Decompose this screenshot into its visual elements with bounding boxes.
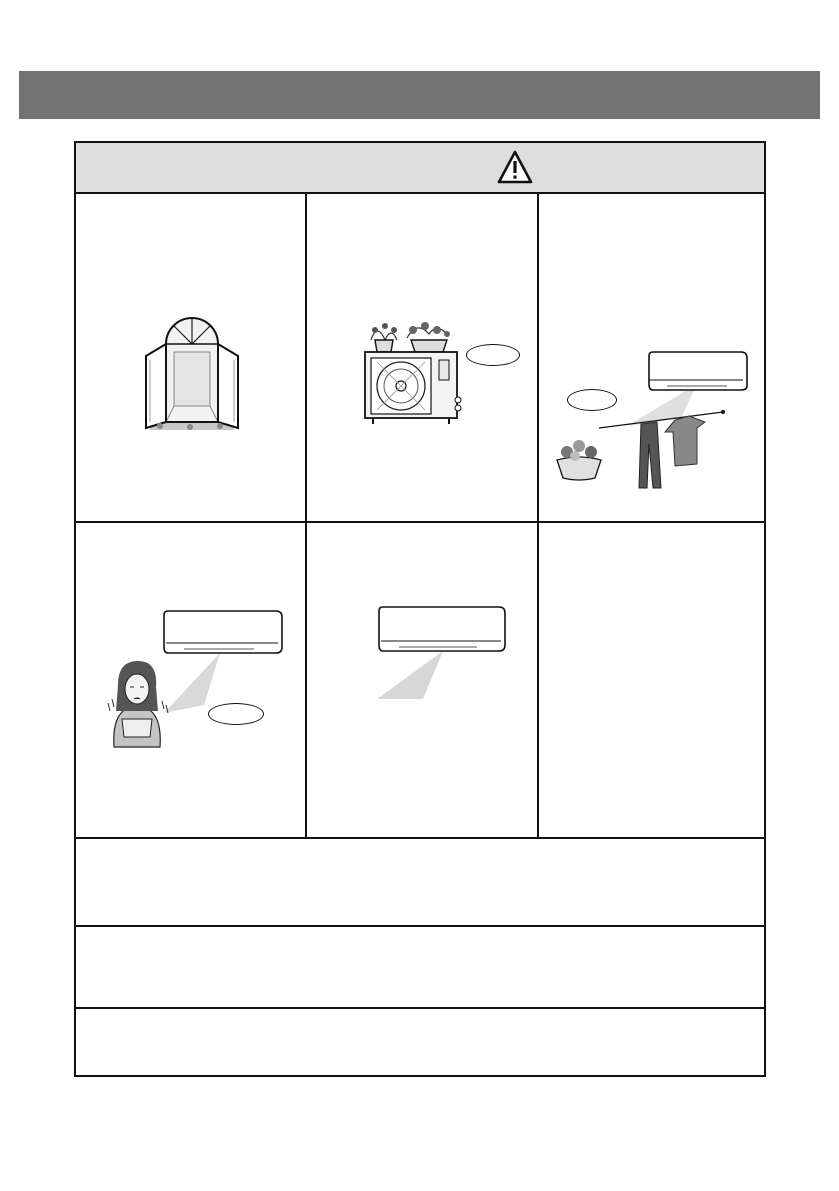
warning-header [76, 143, 764, 194]
note-row [76, 1009, 764, 1075]
person-in-airflow-icon [104, 607, 284, 747]
panel-empty [539, 523, 766, 837]
note-row [76, 839, 764, 925]
note-row [76, 927, 764, 1007]
section-header-band [19, 71, 820, 119]
label-bubble [567, 389, 617, 411]
indoor-unit-airflow-icon [377, 603, 507, 703]
open-window-icon [140, 316, 245, 434]
panel-open-window [76, 194, 305, 521]
warning-triangle-icon [496, 149, 534, 185]
panel-indoor-unit-airflow [307, 523, 537, 837]
warning-box [74, 141, 766, 1077]
panel-outdoor-unit-plants [307, 194, 537, 521]
outdoor-unit-with-plants-icon [363, 320, 469, 428]
label-bubble [208, 703, 264, 725]
panel-person-cold-air [76, 523, 305, 837]
panel-indoor-unit-laundry [539, 194, 766, 521]
indoor-unit-laundry-icon [557, 348, 747, 494]
label-bubble [466, 344, 520, 366]
